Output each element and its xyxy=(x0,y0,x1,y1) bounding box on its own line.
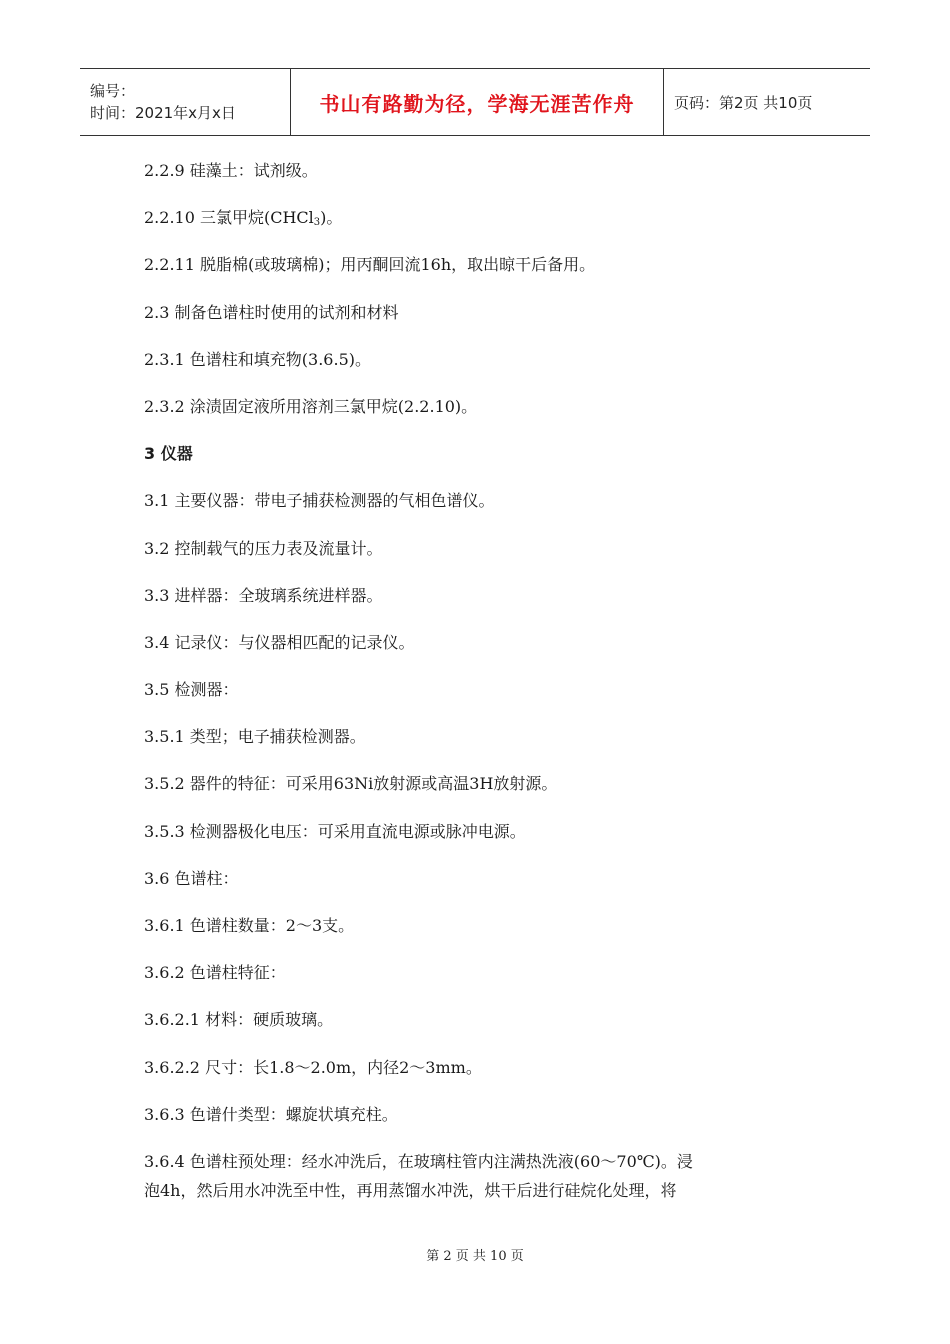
number-label: 编号： xyxy=(90,82,136,100)
section-heading: 3 仪器 xyxy=(144,444,193,464)
doc-line: 3.5.2 器件的特征：可采用63Ni放射源或高温3H放射源。 xyxy=(144,774,558,794)
page-header xyxy=(80,68,870,136)
doc-line: 2.2.9 硅藻土：试剂级。 xyxy=(144,161,318,180)
doc-line: 3.5 检测器： xyxy=(144,680,239,700)
doc-line: 3.1 主要仪器：带电子捕获检测器的气相色谱仪。 xyxy=(144,491,495,511)
doc-line: 2.3 制备色谱柱时使用的试剂和材料 xyxy=(144,302,399,322)
doc-line: 2.3.2 涂渍固定液所用溶剂三氯甲烷(2.2.10)。 xyxy=(144,396,478,416)
doc-line xyxy=(144,203,804,250)
doc-line: 3.2 控制载气的压力表及流量计。 xyxy=(144,538,383,558)
header-motto: 书山有路勤为径，学海无涯苦作舟 xyxy=(291,69,664,136)
paragraph-line: 3.6.4 色谱柱预处理：经水冲洗后，在玻璃柱管内注满热洗液(60～70℃)。浸 xyxy=(144,1151,693,1171)
doc-line: 3.6.2.1 材料：硬质玻璃。 xyxy=(144,1010,334,1030)
doc-line: 2.2.11 脱脂棉(或玻璃棉)；用丙酮回流16h，取出晾干后备用。 xyxy=(144,255,596,275)
paragraph-line: 泡4h，然后用水冲洗至中性，再用蒸馏水冲洗，烘干后进行硅烷化处理，将 xyxy=(144,1180,677,1200)
doc-line-text: 2.2.10 三氯甲烷(CHCl xyxy=(144,208,314,228)
doc-paragraph xyxy=(144,1147,804,1205)
document-body xyxy=(144,156,804,1205)
header-page-info: 页码：第2页 共10页 xyxy=(674,93,813,112)
doc-line-subscript: 3 xyxy=(313,217,321,229)
doc-line: 3.3 进样器：全玻璃系统进样器。 xyxy=(144,585,383,605)
doc-line: 3.6.2 色谱柱特征： xyxy=(144,963,286,983)
doc-line: 2.3.1 色谱柱和填充物(3.6.5)。 xyxy=(144,349,371,369)
header-meta-cell xyxy=(80,69,291,136)
time-label: 时间：2021年x月x日 xyxy=(90,104,236,122)
doc-line: 3.5.3 检测器极化电压：可采用直流电源或脉冲电源。 xyxy=(144,821,526,841)
doc-line-suffix: )。 xyxy=(320,208,343,228)
doc-line: 3.6 色谱柱： xyxy=(144,868,239,888)
doc-line: 3.6.2.2 尺寸：长1.8～2.0m，内径2～3mm。 xyxy=(144,1057,482,1077)
page-footer: 第 2 页 共 10 页 xyxy=(426,1249,524,1264)
doc-line: 3.5.1 类型；电子捕获检测器。 xyxy=(144,727,366,747)
doc-line: 3.6.3 色谱什类型：螺旋状填充柱。 xyxy=(144,1104,398,1124)
doc-line: 3.4 记录仪：与仪器相匹配的记录仪。 xyxy=(144,632,415,652)
doc-line: 3.6.1 色谱柱数量：2～3支。 xyxy=(144,916,355,935)
